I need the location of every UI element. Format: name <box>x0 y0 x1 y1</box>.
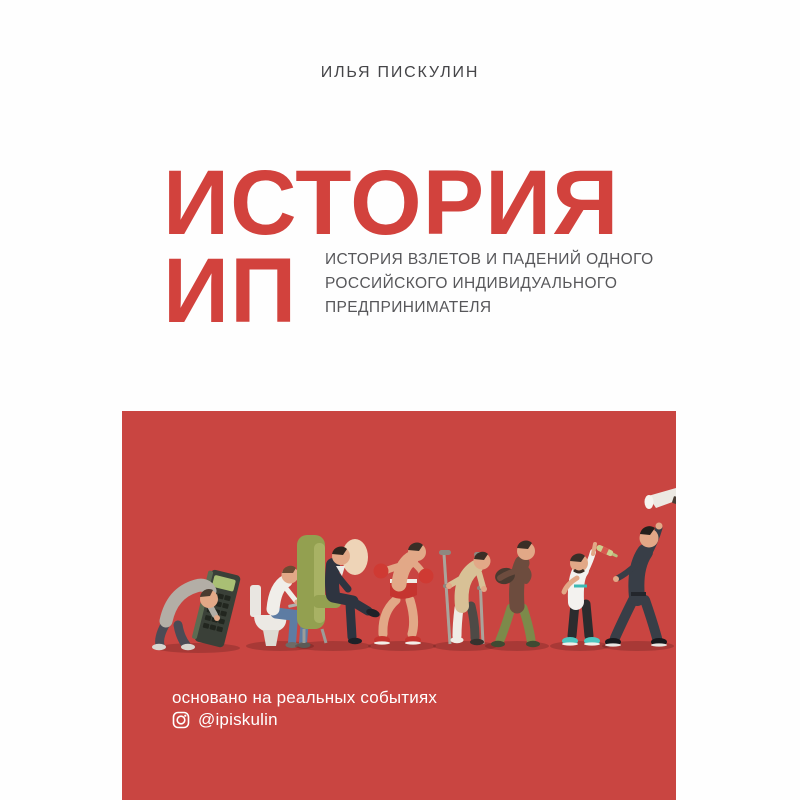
evolution-illustration <box>122 411 676 800</box>
subtitle-line-1: ИСТОРИЯ ВЗЛЕТОВ И ПАДЕНИЙ ОДНОГО <box>325 251 654 268</box>
tagline: основано на реальных событиях <box>172 688 438 707</box>
subtitle <box>325 248 654 320</box>
man-in-airplane-seat-icon <box>295 535 381 651</box>
instagram-handle: @ipiskulin <box>198 710 278 729</box>
title-line-2: ИП <box>163 240 298 342</box>
man-raising-trophy-icon <box>602 488 676 651</box>
illustration-panel <box>122 411 676 800</box>
hunched-man-with-giant-calculator-icon <box>152 568 241 653</box>
title-line-1: ИСТОРИЯ <box>163 152 620 254</box>
injured-man-on-crutches-icon <box>433 550 497 651</box>
instagram-row <box>172 710 278 730</box>
subtitle-line-2: РОССИЙСКОГО ИНДИВИДУАЛЬНОГО <box>325 275 618 292</box>
man-tossing-bottle-icon <box>550 544 619 651</box>
author-name: ИЛЬЯ ПИСКУЛИН <box>320 64 480 81</box>
instagram-icon <box>172 711 190 729</box>
subtitle-line-3: ПРЕДПРИНИМАТЕЛЯ <box>325 299 492 316</box>
boxer-with-red-gloves-icon <box>368 543 436 651</box>
man-carrying-bundle-icon <box>485 541 549 651</box>
